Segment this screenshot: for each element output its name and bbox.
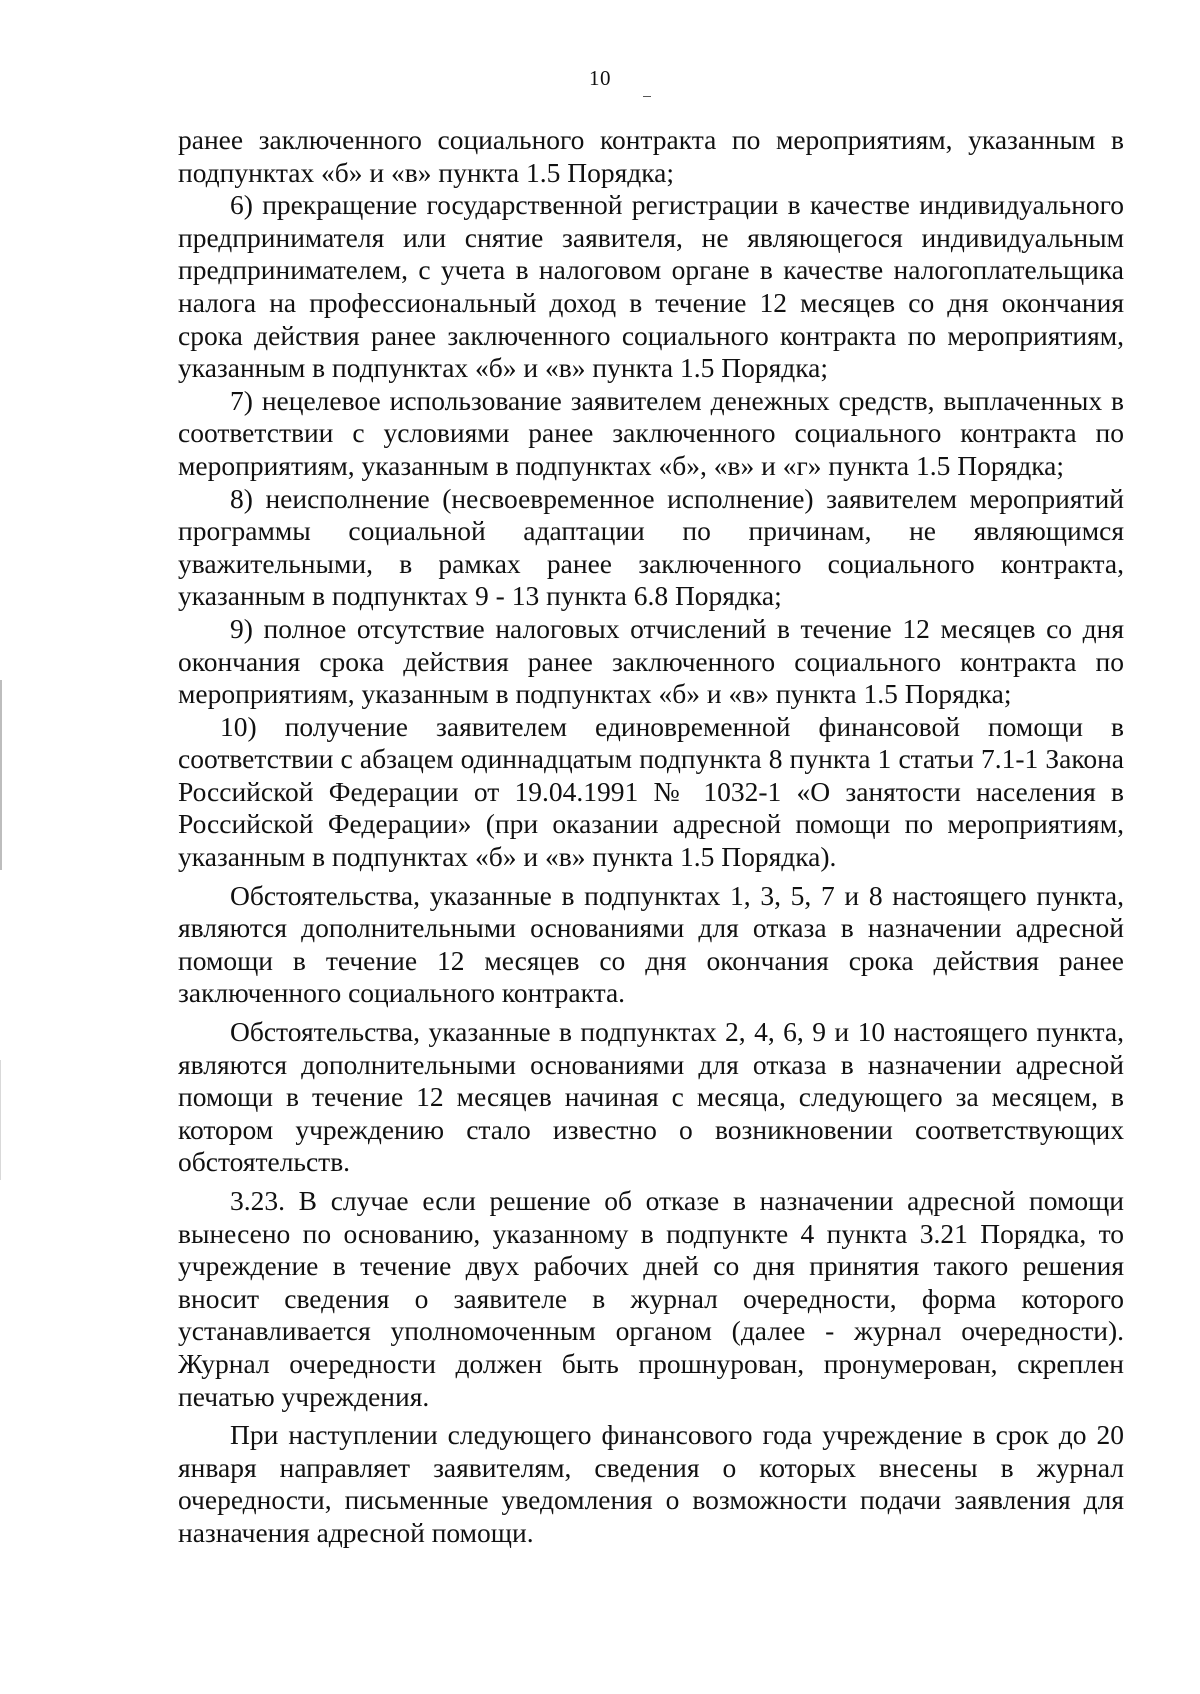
page-number: 10 [589,66,611,90]
paragraph-3-23: 3.23. В случае если решение об отказе в назначении адресной помощи вынесено по основанию, указанному в подпункте 4 пункта 3.21 Порядка, то учреждение в течение двух рабочих дней со дня принятия такого решения вносит сведения о заявителе в журнал очередности, форма которого устанавливается уполномоченным органом (далее - журнал очередности). Журнал очередности должен быть прошнурован, пронумерован, скреплен печатью учреждения. [178,1185,1124,1412]
left-scan-edge [0,680,2,870]
paragraph-item-8: 8) неисполнение (несвоевременное исполнение) заявителем мероприятий программы социальной адаптации по причинам, не являющимся уважительными, в рамках ранее заключенного социального контракта, указанным в подпунктах 9 - 13 пункта 6.8 Порядка; [178,482,1124,612]
paragraph-item-10: 10) получение заявителем единовременной финансовой помощи в соответствии с абзацем одиннадцатым подпункта 8 пункта 1 статьи 7.1-1 Закона Российской Федерации от 19.04.1991 № 1032-1 «О занятости населения в Российской Федерации» (при оказании адресной помощи по мероприятиям, указанным в подпунктах «б» и «в» пункта 1.5 Порядка). [178,710,1124,873]
paragraph-circumstances-1: Обстоятельства, указанные в подпунктах 1, 3, 5, 7 и 8 настоящего пункта, являются дополнительными основаниями для отказа в назначении адресной помощи в течение 12 месяцев со дня окончания срока действия ранее заключенного социального контракта. [178,879,1124,1009]
paragraph-item-9: 9) полное отсутствие налоговых отчислений в течение 12 месяцев со дня окончания срока действия ранее заключенного социального контракта по мероприятиям, указанным в подпунктах «б» и «в» пункта 1.5 Порядка; [178,612,1124,710]
paragraph-continuation: ранее заключенного социального контракта по мероприятиям, указанным в подпунктах «б» и «в» пункта 1.5 Порядка; [178,124,1124,188]
paragraph-item-7: 7) нецелевое использование заявителем денежных средств, выплаченных в соответствии с условиями ранее заключенного социального контракта по мероприятиям, указанным в подпунктах «б», «в» и «г» пункта 1.5 Порядка; [178,384,1124,481]
left-scan-edge-lower [0,1060,1,1180]
paragraph-item-6: 6) прекращение государственной регистрации в качестве индивидуального предпринимателя или снятие заявителя, не являющегося индивидуальным предпринимателем, с учета в налоговом органе в качестве налогоплательщика налога на профессиональный доход в течение 12 месяцев со дня окончания срока действия ранее заключенного социального контракта по мероприятиям, указанным в подпунктах «б» и «в» пункта 1.5 Порядка; [178,189,1124,384]
paragraph-next-year: При наступлении следующего финансового года учреждение в срок до 20 января направляет заявителям, сведения о которых внесены в журнал очередности, письменные уведомления о возможности подачи заявления для назначения адресной помощи. [178,1419,1124,1548]
page-number-mark [643,96,651,97]
paragraph-circumstances-2: Обстоятельства, указанные в подпунктах 2, 4, 6, 9 и 10 настоящего пункта, являются дополнительными основаниями для отказа в назначении адресной помощи в течение 12 месяцев начиная с месяца, следующего за месяцем, в котором учреждению стало известно о возникновении соответствующих обстоятельств. [178,1016,1124,1178]
document-body [178,124,1124,1550]
